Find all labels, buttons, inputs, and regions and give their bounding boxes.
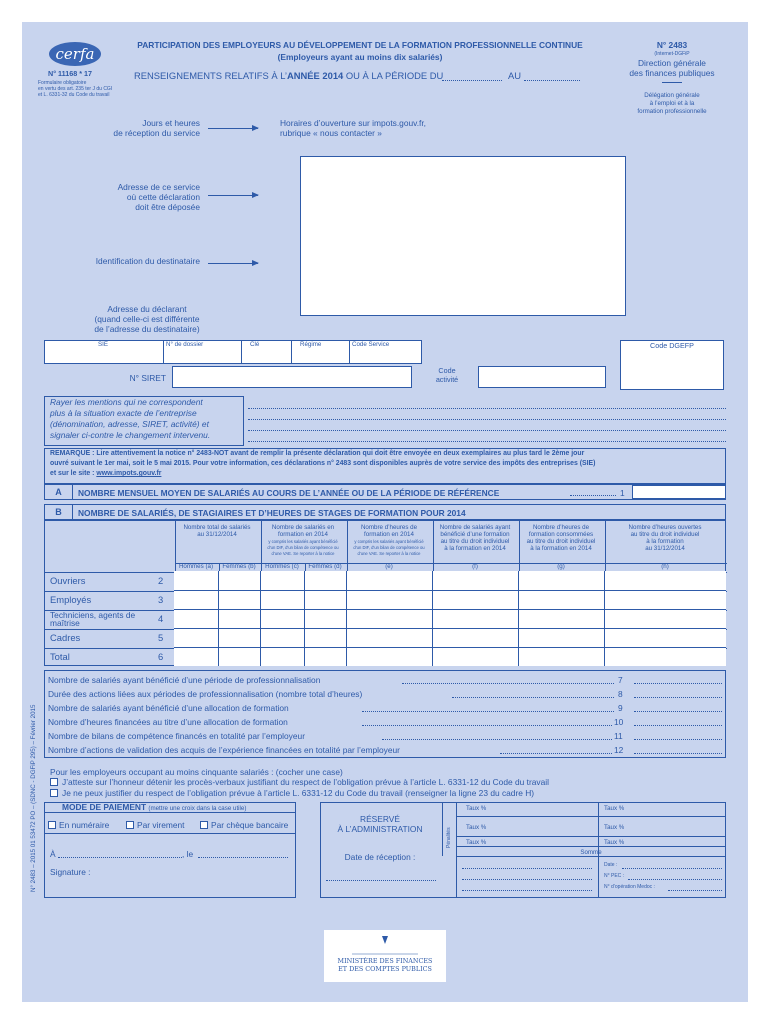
form-page bbox=[22, 22, 748, 1002]
delegation-line-3: formation professionnelle bbox=[637, 108, 707, 115]
internet-note: (Internet-DGFiP bbox=[654, 51, 690, 57]
line-7-num: 7 bbox=[618, 675, 623, 685]
sub-header-d: Femmes (d) bbox=[308, 563, 342, 570]
reserved-line-1: RÉSERVÉ bbox=[360, 814, 400, 824]
col-c-note-2: d’un DIF, d’un bilan de compétence ou bbox=[267, 545, 339, 550]
col-f-header-1: Nombre de salariés ayant bbox=[439, 524, 511, 531]
date-field[interactable] bbox=[198, 857, 288, 858]
taux-6-label: Taux % bbox=[604, 839, 625, 846]
col-h-header-2: au titre du droit individuel bbox=[630, 531, 700, 538]
payment-title: MODE DE PAIEMENT (mettre une croix dans la case utile) bbox=[62, 802, 247, 812]
place-field[interactable] bbox=[58, 857, 182, 858]
reserved-line-2: À L’ADMINISTRATION bbox=[337, 824, 423, 834]
admin-date-label: Date : bbox=[604, 862, 618, 868]
row-total-num: 6 bbox=[158, 651, 164, 662]
reception-arrow-icon bbox=[208, 128, 258, 129]
section-a-value[interactable] bbox=[632, 485, 726, 499]
taux-5-label: Taux % bbox=[466, 839, 487, 846]
col-f-header-2: bénéficié d’une formation bbox=[440, 531, 510, 538]
reception-label-1: Jours et heures bbox=[142, 118, 200, 128]
obligatory-line-2: en vertu des art. 235 ter J du CGI bbox=[38, 86, 113, 92]
medoc-label: N° d’opération Medoc : bbox=[604, 884, 655, 890]
row-employes-num: 3 bbox=[158, 594, 164, 605]
row-cadres-num: 5 bbox=[158, 632, 164, 643]
pec-field[interactable] bbox=[628, 879, 722, 880]
rayer-line-3: (dénomination, adresse, SIRET, activité) et bbox=[50, 419, 209, 429]
col-e-note-2: d’un DIF, d’un bilan de compétence ou bbox=[353, 545, 425, 550]
sub-header-c: Hommes (c) bbox=[265, 563, 299, 570]
reception-label-2: de réception du service bbox=[113, 128, 200, 138]
line-10-num: 10 bbox=[614, 717, 624, 727]
section-a-label: NOMBRE MENSUEL MOYEN DE SALARIÉS AU COURS DE L’ANNÉE OU DE LA PÉRIODE DE RÉFÉRENCE bbox=[78, 488, 500, 498]
penalites-label: Pénalités bbox=[446, 827, 452, 848]
code-activite-field[interactable] bbox=[478, 366, 606, 388]
recipient-arrow-icon bbox=[208, 263, 258, 264]
dgfp-line-2: des finances publiques bbox=[629, 68, 715, 78]
siret-field[interactable] bbox=[172, 366, 412, 388]
attest-label: J’atteste sur l’honneur détenir les procès-verbaux justifiant du respect de l’obligation prévue à l’article L. 6331-12 du Code du travail bbox=[62, 777, 549, 787]
line-10-value[interactable] bbox=[634, 725, 722, 726]
col-f-header-4: à la formation en 2014 bbox=[444, 545, 506, 552]
form-code: N° 2483 bbox=[656, 40, 688, 50]
activite-label-2: activité bbox=[435, 375, 459, 384]
col-a-header-2: au 31/12/2014 bbox=[197, 531, 237, 538]
cash-label: En numéraire bbox=[59, 820, 110, 830]
line-12-num: 12 bbox=[614, 745, 624, 755]
col-h-header-3: à la formation bbox=[646, 538, 684, 545]
col-g-header-2: formation consommées bbox=[528, 531, 594, 538]
ministere-line-2: ET DES COMPTES PUBLICS bbox=[338, 965, 432, 973]
col-g-header-1: Nombre d’heures de bbox=[532, 524, 590, 531]
change-line-1[interactable] bbox=[248, 408, 726, 409]
row-total-label: Total bbox=[50, 651, 70, 662]
line-12-label: Nombre d’actions de validation des acquis de l’expérience financées en totalité par l’employeur bbox=[48, 745, 400, 755]
reception-value-1: Horaires d’ouverture sur impots.gouv.fr, bbox=[280, 118, 427, 128]
line-9-num: 9 bbox=[618, 703, 623, 713]
col-e-header-2: formation en 2014 bbox=[364, 531, 414, 538]
delegation-line-1: Délégation générale bbox=[644, 92, 700, 99]
col-h-header-4: au 31/12/2014 bbox=[645, 545, 685, 552]
sub-header-g: (g) bbox=[557, 563, 565, 570]
date-label: , le bbox=[182, 849, 194, 859]
line-7-value[interactable] bbox=[634, 683, 722, 684]
line-8-label: Durée des actions liées aux périodes de professionnalisation (nombre total d’heures) bbox=[48, 689, 363, 699]
period-label: RENSEIGNEMENTS RELATIFS À L’ANNÉE 2014 OU À LA PÉRIODE DU bbox=[134, 70, 444, 81]
place-label: À bbox=[50, 849, 56, 859]
transfer-label: Par virement bbox=[137, 820, 185, 830]
obligatory-line-3: et L. 6331-32 du Code du travail bbox=[38, 92, 110, 98]
section-a-num: 1 bbox=[620, 488, 625, 498]
line-8-value[interactable] bbox=[634, 697, 722, 698]
line-8-num: 8 bbox=[618, 689, 623, 699]
dossier-label: N° de dossier bbox=[166, 341, 204, 348]
declarant-label-3: de l’adresse du destinataire) bbox=[94, 324, 200, 334]
ministere-line-1: MINISTÈRE DES FINANCES bbox=[337, 957, 433, 965]
fifty-title: Pour les employeurs occupant au moins cinquante salariés : (cocher une case) bbox=[50, 767, 343, 777]
admin-date-field[interactable] bbox=[622, 868, 722, 869]
impots-link[interactable]: www.impots.gouv.fr bbox=[96, 470, 162, 477]
somme-label: Somme bbox=[580, 849, 602, 856]
service-address-label-3: doit être déposée bbox=[135, 202, 200, 212]
sub-header-f: (f) bbox=[472, 563, 478, 570]
siret-label: N° SIRET bbox=[129, 373, 166, 383]
col-c-header-1: Nombre de salariés en bbox=[271, 524, 335, 531]
service-address-label-2: où cette déclaration bbox=[126, 192, 200, 202]
row-cadres-label: Cadres bbox=[50, 632, 81, 643]
col-g-header-3: au titre du droit individuel bbox=[526, 538, 596, 545]
col-c-note-1: y compris les salariés ayant bénéficié bbox=[268, 539, 338, 544]
cannot-justify-checkbox[interactable] bbox=[50, 789, 58, 797]
section-b-letter: B bbox=[45, 505, 73, 519]
rayer-line-2: plus à la situation exacte de l’entreprise bbox=[50, 408, 197, 418]
cheque-checkbox[interactable] bbox=[200, 821, 208, 829]
remarque-line-1: REMARQUE : Lire attentivement la notice n° 2483-NOT avant de remplir la présente déclaration qui doit être envoyée en deux exemplaires au plus tard le 2ème jour bbox=[50, 450, 585, 457]
sub-header-a: Hommes (a) bbox=[178, 563, 214, 570]
delegation-line-2: à l’emploi et à la bbox=[649, 100, 695, 107]
attest-checkbox[interactable] bbox=[50, 778, 58, 786]
sie-label: SIE bbox=[98, 341, 108, 348]
row-ouvriers-num: 2 bbox=[158, 575, 164, 586]
sub-header-h: (h) bbox=[661, 563, 669, 570]
form-title: PARTICIPATION DES EMPLOYEURS AU DÉVELOPPEMENT DE LA FORMATION PROFESSIONNELLE CONTINUE bbox=[137, 40, 583, 50]
service-arrow-icon bbox=[208, 195, 258, 196]
line-10-label: Nombre d’heures financées au titre d’une allocation de formation bbox=[48, 717, 288, 727]
marianne-icon bbox=[324, 930, 446, 982]
recipient-address-box[interactable] bbox=[300, 156, 626, 316]
regime-label: Régime bbox=[300, 341, 322, 348]
line-9-label: Nombre de salariés ayant bénéficié d’une allocation de formation bbox=[48, 703, 289, 713]
code-service-label: Code Service bbox=[352, 341, 390, 348]
recipient-label: Identification du destinataire bbox=[95, 256, 200, 266]
form-number: N° 11168 * 17 bbox=[48, 69, 93, 78]
taux-2-label: Taux % bbox=[604, 805, 625, 812]
reception-date-label: Date de réception : bbox=[344, 852, 416, 862]
col-a-header-1: Nombre total de salariés bbox=[183, 524, 251, 531]
reception-value-2: rubrique « nous contacter » bbox=[280, 128, 382, 138]
sub-header-b: Femmes (b) bbox=[222, 563, 256, 570]
line-11-label: Nombre de bilans de compétence financés en totalité par l’employeur bbox=[48, 731, 305, 741]
side-reference: N° 2483 – 2015 01 53472 PO – (SDNC - DGFiP 295) – Février 2015 bbox=[30, 704, 37, 892]
cerfa-logo: cerfa bbox=[49, 42, 101, 66]
col-g-header-4: à la formation en 2014 bbox=[530, 545, 592, 552]
line-12-value[interactable] bbox=[634, 753, 722, 754]
row-ouvriers-label: Ouvriers bbox=[50, 575, 86, 586]
service-address-label-1: Adresse de ce service bbox=[117, 182, 200, 192]
section-b-label: NOMBRE DE SALARIÉS, DE STAGIAIRES ET D’HEURES DE STAGES DE FORMATION POUR 2014 bbox=[78, 508, 466, 518]
reception-date-field[interactable] bbox=[326, 880, 436, 881]
activite-label-1: Code bbox=[438, 366, 456, 375]
transfer-checkbox[interactable] bbox=[126, 821, 134, 829]
taux-4-label: Taux % bbox=[604, 824, 625, 831]
section-a-letter: A bbox=[45, 485, 73, 499]
col-e-note-1: y compris les salariés ayant bénéficié bbox=[354, 539, 424, 544]
pec-label: N° PEC : bbox=[604, 873, 625, 879]
line-11-value[interactable] bbox=[634, 739, 722, 740]
rayer-line-1: Rayer les mentions qui ne correspondent bbox=[50, 397, 203, 407]
payment-box bbox=[44, 802, 296, 898]
signature-label: Signature : bbox=[50, 867, 91, 877]
change-line-2[interactable] bbox=[248, 419, 726, 420]
cheque-label: Par chèque bancaire bbox=[211, 820, 289, 830]
remarque-line-3: et sur le site : www.impots.gouv.fr bbox=[50, 470, 162, 477]
change-line-4[interactable] bbox=[248, 441, 726, 442]
period-start-field[interactable] bbox=[442, 80, 502, 81]
col-c-header-2: formation en 2014 bbox=[278, 531, 328, 538]
remarque-line-2: ouvré suivant le 1er mai, soit le 5 mai 2015. Pour votre information, ces déclarations n° 2483 sont disponibles auprès de votre service des impôts des entreprises (SIE) bbox=[50, 460, 596, 467]
sub-header-e: (e) bbox=[385, 563, 393, 570]
form-subtitle: (Employeurs ayant au moins dix salariés) bbox=[277, 52, 443, 62]
line-7-label: Nombre de salariés ayant bénéficié d’une période de professionnalisation bbox=[48, 675, 321, 685]
line-11-num: 11 bbox=[614, 731, 623, 741]
period-end-field[interactable] bbox=[524, 80, 580, 81]
row-techniciens-label: Techniciens, agents de maîtrise bbox=[50, 610, 136, 628]
section-b-input-area[interactable] bbox=[174, 571, 726, 666]
dgfp-line-1: Direction générale bbox=[638, 58, 706, 68]
col-e-note-3: d’une VAE. Se reporter à la notice bbox=[357, 551, 421, 556]
ministere-logo bbox=[324, 930, 446, 982]
declarant-label-2: (quand celle-ci est différente bbox=[94, 314, 200, 324]
cash-checkbox[interactable] bbox=[48, 821, 56, 829]
declarant-label-1: Adresse du déclarant bbox=[107, 304, 187, 314]
period-au-label: AU bbox=[508, 70, 522, 81]
rayer-line-4: signaler ci-contre le changement intervenu. bbox=[50, 430, 211, 440]
medoc-field[interactable] bbox=[668, 890, 722, 891]
change-line-3[interactable] bbox=[248, 430, 726, 431]
code-dgefp-label: Code DGEFP bbox=[650, 341, 694, 350]
cannot-justify-label: Je ne peux justifier du respect de l’obligation prévue à l’article L. 6331-12 du Code du travail (renseigner la ligne 23 du cadre H) bbox=[62, 788, 535, 798]
col-h-header-1: Nombre d’heures ouvertes bbox=[628, 524, 702, 531]
row-employes-label: Employés bbox=[50, 594, 92, 605]
line-9-value[interactable] bbox=[634, 711, 722, 712]
row-techniciens-num: 4 bbox=[158, 613, 164, 624]
col-e-header-1: Nombre d’heures de bbox=[360, 524, 418, 531]
cle-label: Clé bbox=[250, 341, 260, 348]
taux-1-label: Taux % bbox=[466, 805, 487, 812]
col-c-note-3: d’une VAE. Se reporter à la notice bbox=[271, 551, 335, 556]
col-f-header-3: au titre du droit individuel bbox=[440, 538, 510, 545]
taux-3-label: Taux % bbox=[466, 824, 487, 831]
obligatory-line-1: Formulaire obligatoire bbox=[38, 80, 87, 86]
